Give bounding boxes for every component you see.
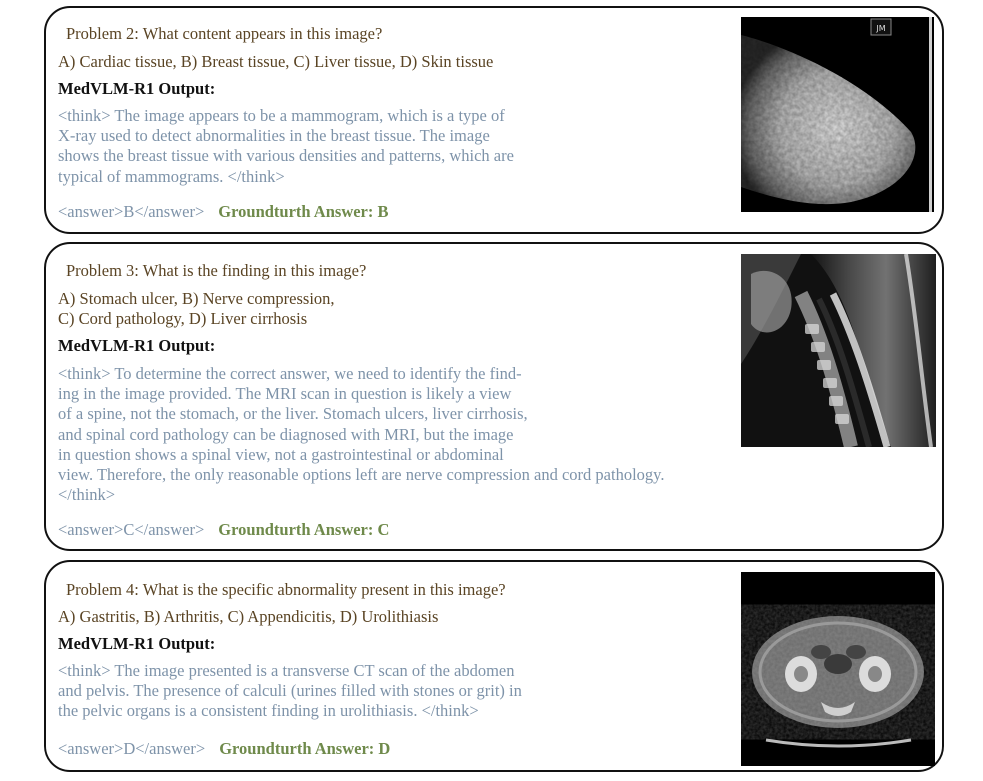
think-line: shows the breast tissue with various densities and patterns, which are	[58, 146, 514, 166]
answer-options	[58, 52, 493, 72]
answer-row	[58, 739, 390, 759]
think-line: typical of mammograms. </think>	[58, 166, 285, 186]
think-line: <think> The image appears to be a mammogram, which is a type of	[58, 106, 505, 125]
think-line: of a spine, not the stomach, or the liver. Stomach ulcers, liver cirrhosis,	[58, 404, 528, 424]
output-label: MedVLM-R1 Output:	[58, 634, 216, 653]
groundtruth-answer: Groundturth Answer: B	[218, 202, 389, 221]
think-line: the pelvic organs is a consistent finding in urolithiasis. </think>	[58, 701, 479, 721]
think-line: </think>	[58, 485, 116, 505]
think-line: ing in the image provided. The MRI scan in question is likely a view	[58, 384, 512, 404]
answer-options	[58, 607, 438, 627]
model-answer: <answer>B</answer>	[58, 202, 205, 221]
options-line: A) Gastritis, B) Arthritis, C) Appendicitis, D) Urolithiasis	[58, 607, 439, 626]
problem-4-panel	[44, 560, 944, 772]
problem-question: Problem 4: What is the specific abnormality present in this image?	[66, 580, 506, 599]
output-label: MedVLM-R1 Output:	[58, 79, 216, 98]
model-answer: <answer>C</answer>	[58, 520, 205, 539]
think-line: and pelvis. The presence of calculi (urines filled with stones or grit) in	[58, 681, 522, 701]
groundtruth-answer: Groundturth Answer: C	[218, 520, 390, 539]
problem-3-panel	[44, 242, 944, 551]
think-line: view. Therefore, the only reasonable options left are nerve compression and cord pathology.	[58, 465, 665, 485]
options-line: C) Cord pathology, D) Liver cirrhosis	[58, 309, 308, 328]
model-answer: <answer>D</answer>	[58, 739, 206, 758]
think-line: X-ray used to detect abnormalities in the breast tissue. The image	[58, 126, 490, 146]
image-label: JM	[876, 24, 886, 33]
answer-row	[58, 202, 389, 222]
groundtruth-answer: Groundturth Answer: D	[219, 739, 391, 758]
think-line: <think> To determine the correct answer, we need to identify the find-	[58, 364, 522, 383]
mammogram-image	[741, 17, 934, 212]
ct-scan-image	[741, 572, 935, 766]
problem-question: Problem 3: What is the finding in this image?	[66, 261, 367, 280]
problem-2-panel	[44, 6, 944, 234]
think-text	[58, 364, 664, 505]
think-line: in question shows a spinal view, not a gastrointestinal or abdominal	[58, 444, 504, 464]
think-line: and spinal cord pathology can be diagnosed with MRI, but the image	[58, 424, 514, 444]
think-text	[58, 661, 522, 722]
answer-row	[58, 520, 389, 540]
output-label: MedVLM-R1 Output:	[58, 336, 216, 355]
problem-question: Problem 2: What content appears in this image?	[66, 24, 383, 43]
options-line: A) Stomach ulcer, B) Nerve compression,	[58, 289, 335, 308]
mri-spine-image	[741, 254, 936, 447]
think-line: <think> The image presented is a transverse CT scan of the abdomen	[58, 661, 515, 680]
think-text	[58, 106, 514, 187]
answer-options	[58, 289, 335, 329]
options-line: A) Cardiac tissue, B) Breast tissue, C) Liver tissue, D) Skin tissue	[58, 52, 494, 71]
